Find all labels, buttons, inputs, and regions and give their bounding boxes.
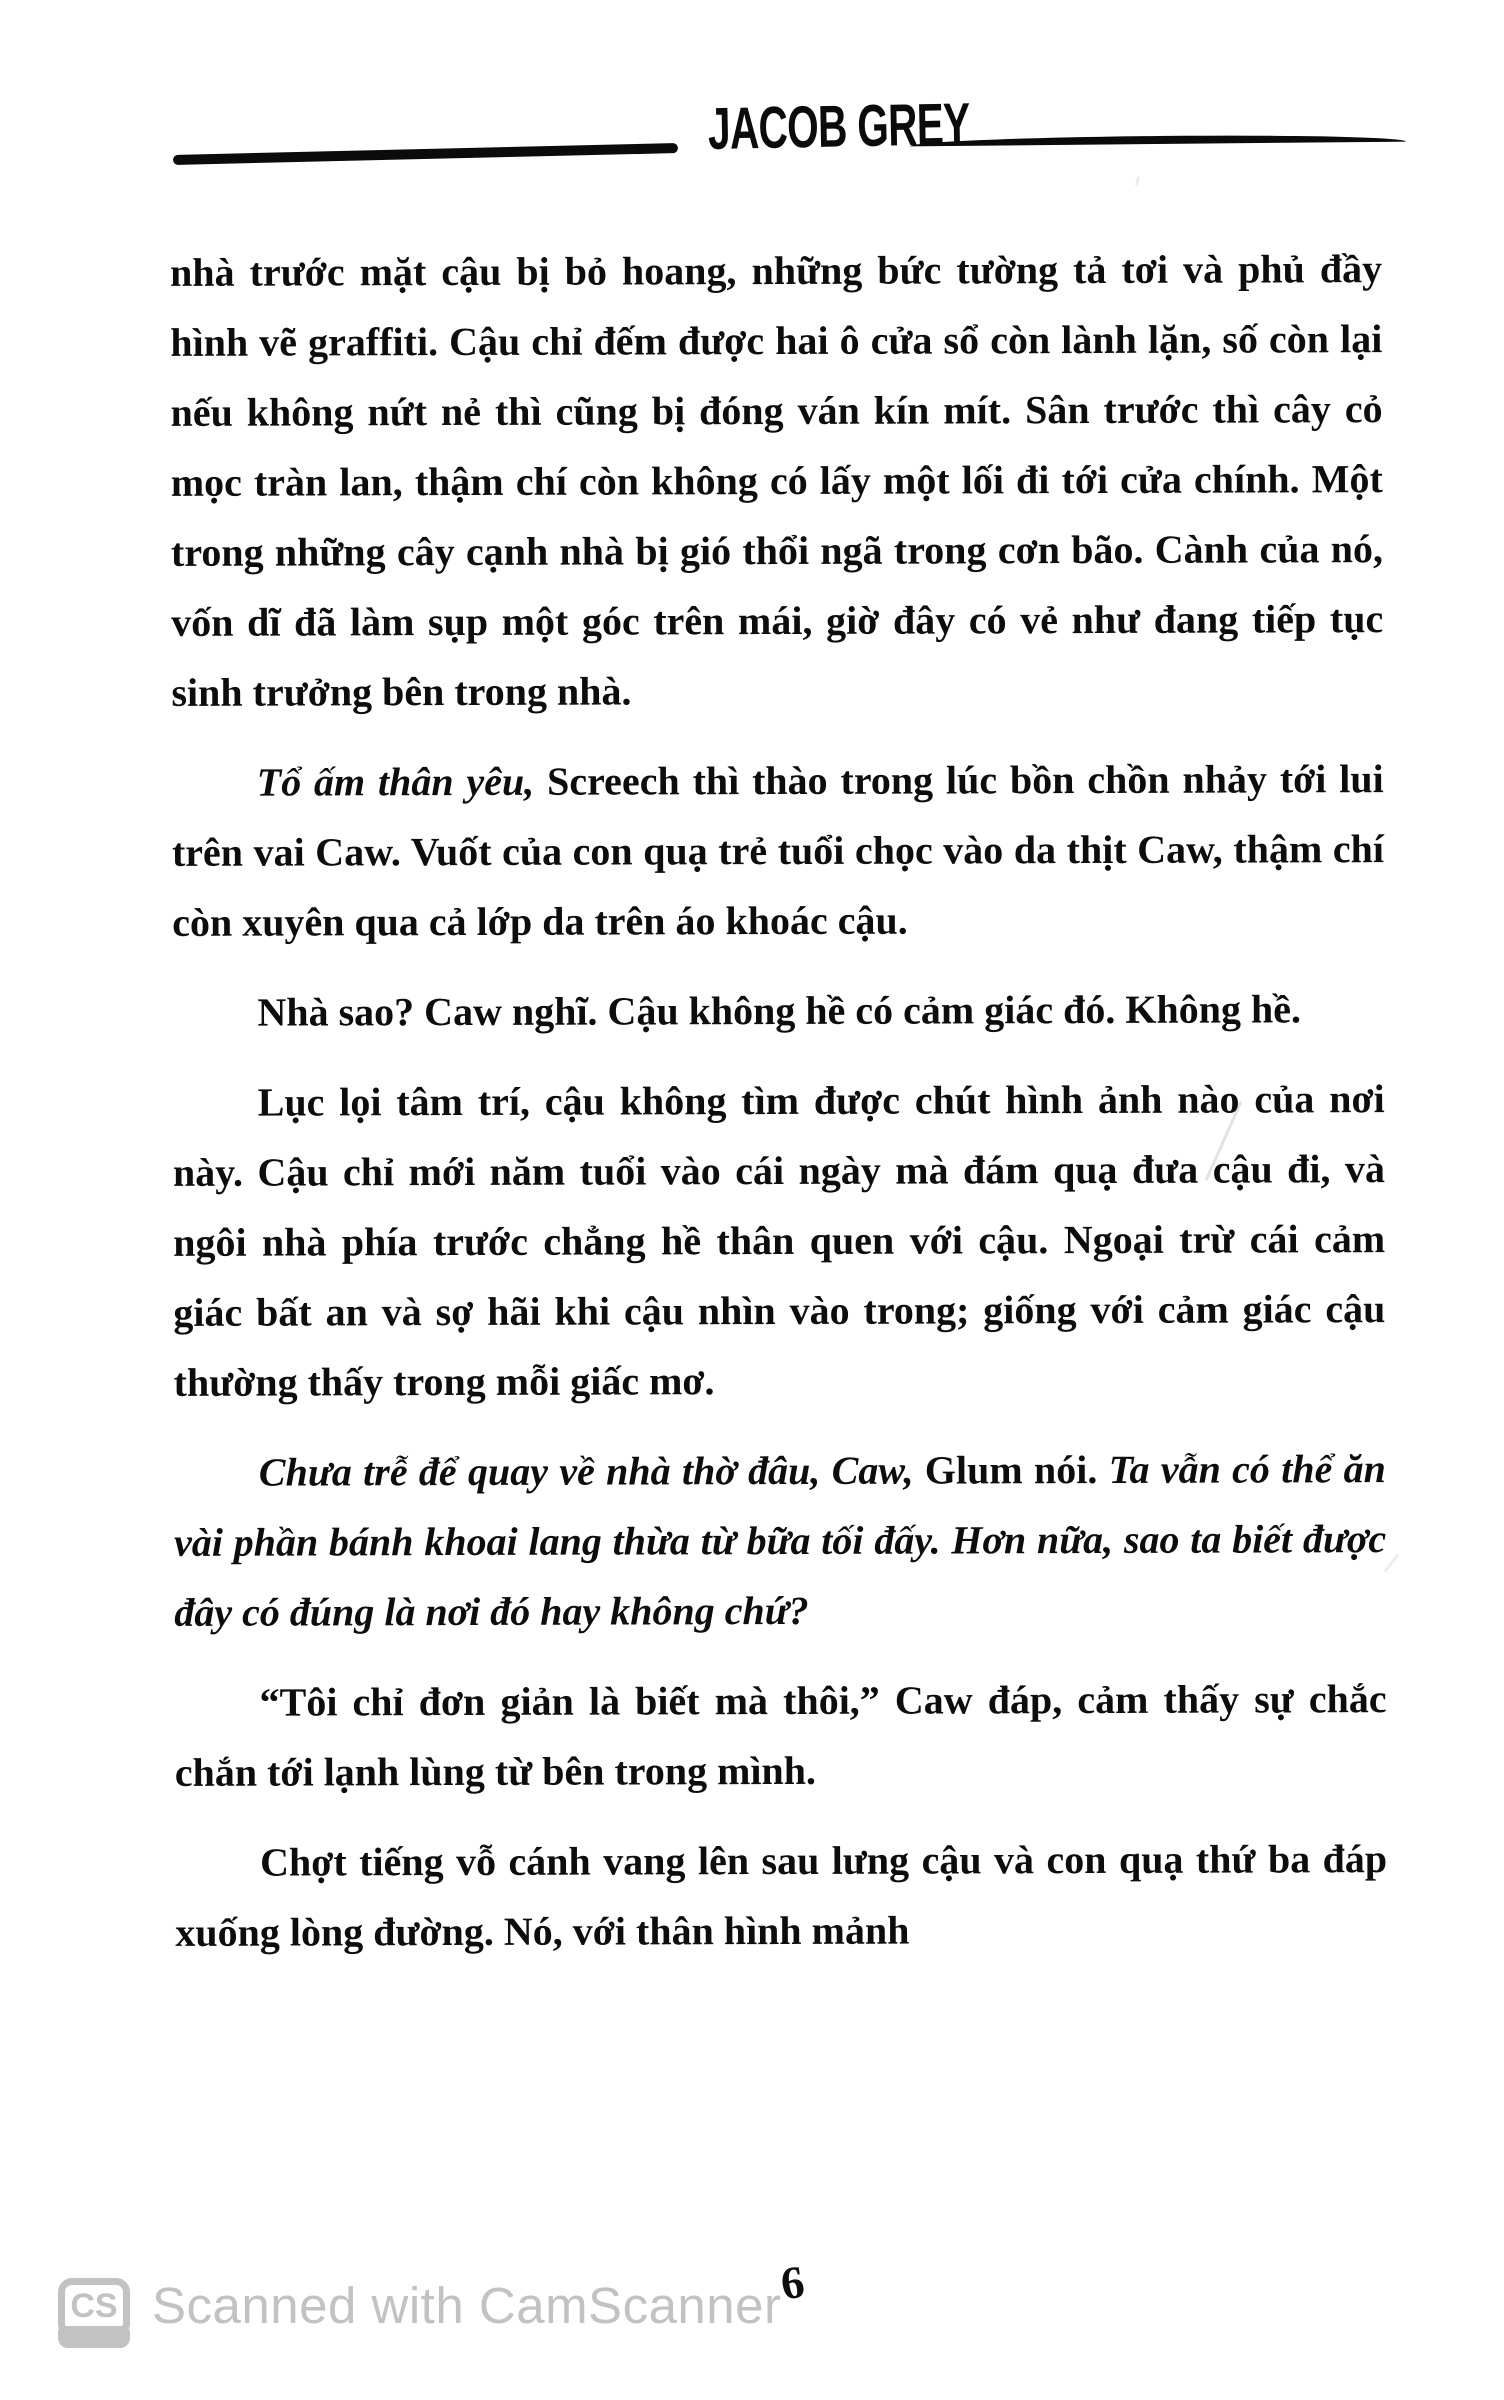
text-run: Nhà sao? Caw nghĩ. Cậu không hề có cảm giác đó. Không hề. [257,986,1302,1035]
camscanner-watermark [58,2278,782,2334]
paragraph-7 [175,1824,1387,1968]
italic-text-run: Chưa trễ để quay về nhà thờ đâu, Caw, [258,1447,914,1495]
paragraph-5 [174,1434,1387,1648]
paragraph-1 [170,234,1384,728]
text-run: Screech thì thào trong lúc bồn chồn nhảy tới lui trên vai Caw. Vuốt của con quạ trẻ tuổi chọc vào da thịt Caw, thậm chí còn xuyên qua cả lớp da trên áo khoác cậu. [171,756,1384,945]
text-run: Chợt tiếng vỗ cánh vang lên sau lưng cậu và con quạ thứ ba đáp xuống lòng đường. Nó, với thân hình mảnh [175,1836,1388,1955]
paragraph-4 [173,1064,1386,1418]
camscanner-icon [58,2278,130,2334]
text-run: nhà trước mặt cậu bị bỏ hoang, những bức tường tả tơi và phủ đầy hình vẽ graffiti. Cậu chỉ đếm được hai ô cửa sổ còn lành lặn, số còn lại nếu không nứt nẻ thì cũng bị đóng ván kín mít. Sân trước thì cây cỏ mọc tràn lan, thậm chí còn không có lấy một lối đi tới cửa chính. Một trong những cây cạnh nhà bị gió thổi ngã trong cơn bão. Cành của nó, vốn dĩ đã làm sụp một góc trên mái, giờ đây có vẻ như đang tiếp tục sinh trưởng bên trong nhà. [170,246,1384,715]
header-rule-left [173,143,678,165]
author-name [651,90,971,163]
italic-text-run: Tổ ấm thân yêu, [256,758,535,805]
camscanner-icon-letters: CS [70,2287,118,2325]
paragraph-2 [172,744,1385,958]
paragraph-3 [172,974,1384,1048]
camscanner-icon-bar [58,2326,130,2348]
paragraph-6 [174,1664,1386,1808]
text-run: “Tôi chỉ đơn giản là biết mà thôi,” Caw đáp, cảm thấy sự chắc chắn tới lạnh lùng từ bên trong mình. [174,1676,1387,1795]
page-number: 6 [777,2255,808,2310]
italic-text-run: Ta vẫn có thể ăn vài phần bánh khoai lang thừa từ bữa tối đấy. Hơn nữa, sao ta biết được đây có đúng là nơi đó hay không chứ? [174,1446,1387,1635]
text-run: Glum nói. [913,1446,1109,1493]
author-name-text: JACOB GREY [707,90,971,163]
header-rule-right [910,134,1406,147]
text-run: Lục lọi tâm trí, cậu không tìm được chút hình ảnh nào của nơi này. Cậu chỉ mới năm tuổi vào cái ngày mà đám quạ đưa cậu đi, và ngôi nhà phía trước chẳng hề thân quen với cậu. Ngoại trừ cái cảm giác bất an và sợ hãi khi cậu nhìn vào trong; giống với cảm giác cậu thường thấy trong mỗi giấc mơ. [172,1076,1386,1405]
watermark-text: Scanned with CamScanner [152,2277,782,2334]
page-body [170,234,1387,1988]
page-header [0,0,1504,200]
